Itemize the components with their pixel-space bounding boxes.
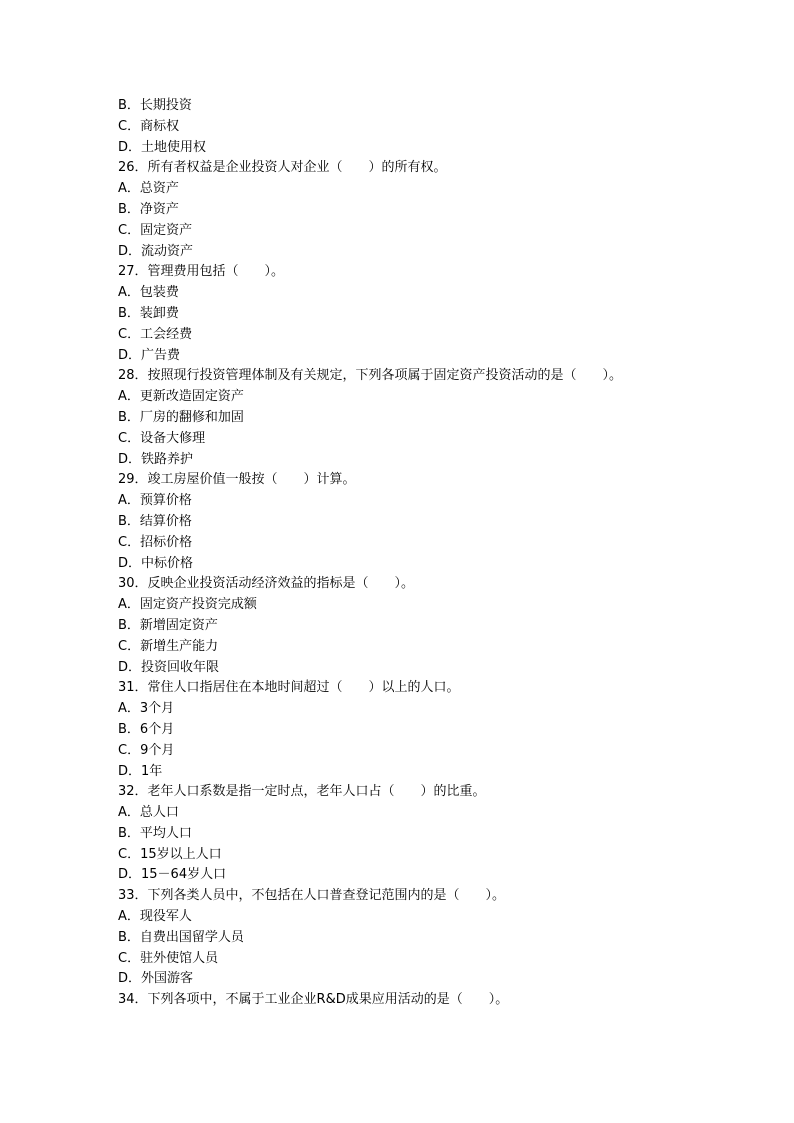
option-line: C．新增生产能力	[118, 638, 219, 654]
option-line: C．商标权	[118, 118, 180, 134]
option-line: C．15岁以上人口	[118, 846, 222, 862]
option-line: C．设备大修理	[118, 430, 206, 446]
question-line: 32．老年人口系数是指一定时点，老年人口占（ ）的比重。	[118, 784, 486, 800]
option-line: D．广告费	[118, 347, 181, 363]
option-line: D．1年	[118, 763, 163, 779]
option-line: B．自费出国留学人员	[118, 929, 244, 945]
option-line: B．新增固定资产	[118, 617, 218, 633]
option-line: C．驻外使馆人员	[118, 950, 219, 966]
option-line: D．流动资产	[118, 243, 194, 259]
question-line: 34．下列各项中，不属于工业企业R&D成果应用活动的是（ ）。	[118, 992, 509, 1008]
option-line: D．铁路养护	[118, 451, 194, 467]
option-line: B．结算价格	[118, 513, 192, 529]
option-line: D．外国游客	[118, 971, 194, 987]
option-line: A．现役军人	[118, 909, 192, 925]
option-line: B．装卸费	[118, 305, 179, 321]
option-line: B．长期投资	[118, 98, 192, 113]
option-line: A．固定资产投资完成额	[118, 597, 257, 613]
document-body	[118, 96, 758, 1011]
option-line: C．9个月	[118, 742, 175, 758]
question-line: 30．反映企业投资活动经济效益的指标是（ ）。	[118, 576, 415, 592]
option-line: B．6个月	[118, 721, 175, 737]
option-line: A．包装费	[118, 285, 179, 301]
question-line: 26．所有者权益是企业投资人对企业（ ）的所有权。	[118, 160, 447, 176]
option-line: B．平均人口	[118, 825, 192, 841]
question-line: 27．管理费用包括（ ）。	[118, 264, 285, 280]
option-line: A．3个月	[118, 701, 175, 717]
option-line: D．15－64岁人口	[118, 867, 227, 883]
option-line: D．投资回收年限	[118, 659, 220, 675]
option-line: A．总人口	[118, 805, 179, 821]
question-line: 33．下列各类人员中，不包括在人口普查登记范围内的是（ ）。	[118, 888, 506, 904]
option-line: A．更新改造固定资产	[118, 389, 244, 405]
option-line: A．预算价格	[118, 493, 192, 509]
option-line: C．招标价格	[118, 534, 193, 550]
question-line: 28．按照现行投资管理体制及有关规定，下列各项属于固定资产投资活动的是（ ）。	[118, 368, 623, 384]
question-line: 31．常住人口指居住在本地时间超过（ ）以上的人口。	[118, 680, 460, 696]
option-line: C．工会经费	[118, 326, 193, 342]
option-line: C．固定资产	[118, 222, 193, 238]
option-line: D．土地使用权	[118, 139, 207, 155]
option-line: D．中标价格	[118, 555, 194, 571]
question-line: 29．竣工房屋价值一般按（ ）计算。	[118, 472, 356, 488]
option-line: A．总资产	[118, 181, 179, 197]
option-line: B．净资产	[118, 201, 179, 217]
option-line: B．厂房的翻修和加固	[118, 409, 244, 425]
